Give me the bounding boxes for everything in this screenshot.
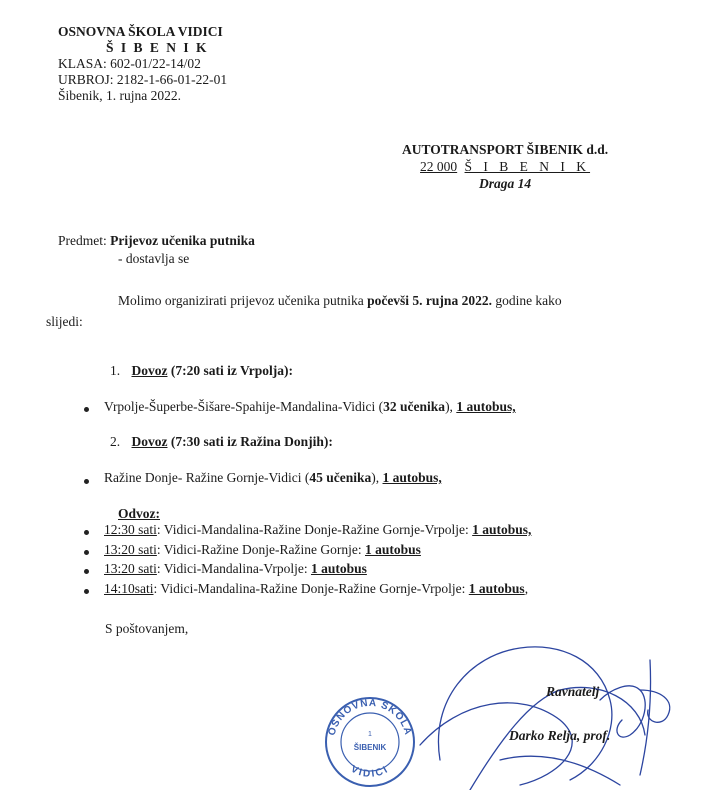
svg-text:OSNOVNA ŠKOLA: OSNOVNA ŠKOLA — [326, 697, 414, 737]
departure-buses: 1 autobus — [365, 542, 421, 557]
recipient-postal: 22 000 — [420, 159, 458, 174]
svg-text:1: 1 — [368, 731, 372, 738]
departure-route: : Vidici-Mandalina-Vrpolje: — [156, 561, 311, 576]
departures-heading: Odvoz: — [118, 506, 160, 521]
route-text: Vrpolje-Šuperbe-Šišare-Spahije-Mandalina-Vidici ( — [104, 399, 384, 414]
signature-icon — [420, 647, 670, 790]
departure-time: 12:30 sati — [104, 522, 157, 537]
recipient-city: Š I B E N I K — [464, 159, 591, 174]
subject-title: Prijevoz učenika putnika — [110, 233, 255, 248]
klasa-line: KLASA: 602-01/22-14/02 — [58, 56, 201, 71]
intro-text-before: Molimo organizirati prijevoz učenika putnika — [118, 293, 368, 308]
arrival-time: (7:30 sati iz Ražina Donjih): — [167, 434, 333, 449]
urbroj-line: URBROJ: 2182-1-66-01-22-01 — [58, 72, 228, 87]
arrival-time: (7:20 sati iz Vrpolja): — [167, 363, 293, 378]
route-sep: ), — [445, 399, 457, 414]
recipient-company: AUTOTRANSPORT ŠIBENIK d.d. — [402, 142, 609, 157]
recipient-street: Draga 14 — [478, 176, 532, 191]
departure-route: : Vidici-Mandalina-Ražine Donje-Ražine Gornje-Vrpolje: — [153, 581, 469, 596]
departure-buses: 1 autobus, — [472, 522, 532, 537]
departure-time: 14:10sati — [104, 581, 154, 596]
arrival-label: Dovoz — [131, 363, 168, 378]
departure-route: : Vidici-Mandalina-Ražine Donje-Ražine Gornje-Vrpolje: — [156, 522, 473, 537]
student-count: 32 učenika — [383, 399, 446, 414]
route-sep: ), — [371, 470, 383, 485]
departure-buses: 1 autobus — [310, 561, 367, 576]
school-stamp — [326, 698, 414, 786]
svg-text:ŠIBENIK: ŠIBENIK — [353, 743, 387, 752]
intro-start-date: počevši 5. rujna 2022. — [367, 293, 492, 308]
arrival-number: 1. — [110, 363, 121, 378]
arrival-label: Dovoz — [131, 434, 168, 449]
route-text: Ražine Donje- Ražine Gornje-Vidici ( — [104, 470, 310, 485]
subject-note: - dostavlja se — [118, 251, 190, 266]
bus-count: 1 autobus, — [456, 399, 516, 414]
school-name: OSNOVNA ŠKOLA VIDICI — [58, 24, 223, 39]
student-count: 45 učenika — [309, 470, 372, 485]
bus-count: 1 autobus, — [382, 470, 442, 485]
intro-text-after: godine kako — [491, 293, 562, 308]
departure-time: 13:20 sati — [104, 561, 157, 576]
svg-text:VIDICI: VIDICI — [348, 763, 392, 780]
signature-name: Darko Relja, prof. — [509, 728, 611, 743]
subject-label: Predmet: — [58, 233, 107, 248]
school-city: Š I B E N I K — [106, 40, 209, 55]
departure-time: 13:20 sati — [104, 542, 157, 557]
place-date: Šibenik, 1. rujna 2022. — [58, 88, 181, 103]
departure-trail: , — [524, 581, 529, 596]
departure-route: : Vidici-Ražine Donje-Ražine Gornje: — [156, 542, 365, 557]
signature-role: Ravnatelj — [546, 684, 600, 699]
closing-greeting: S poštovanjem, — [105, 621, 189, 636]
arrival-number: 2. — [110, 434, 121, 449]
intro-continuation: slijedi: — [46, 314, 83, 329]
departure-buses: 1 autobus — [468, 581, 525, 596]
